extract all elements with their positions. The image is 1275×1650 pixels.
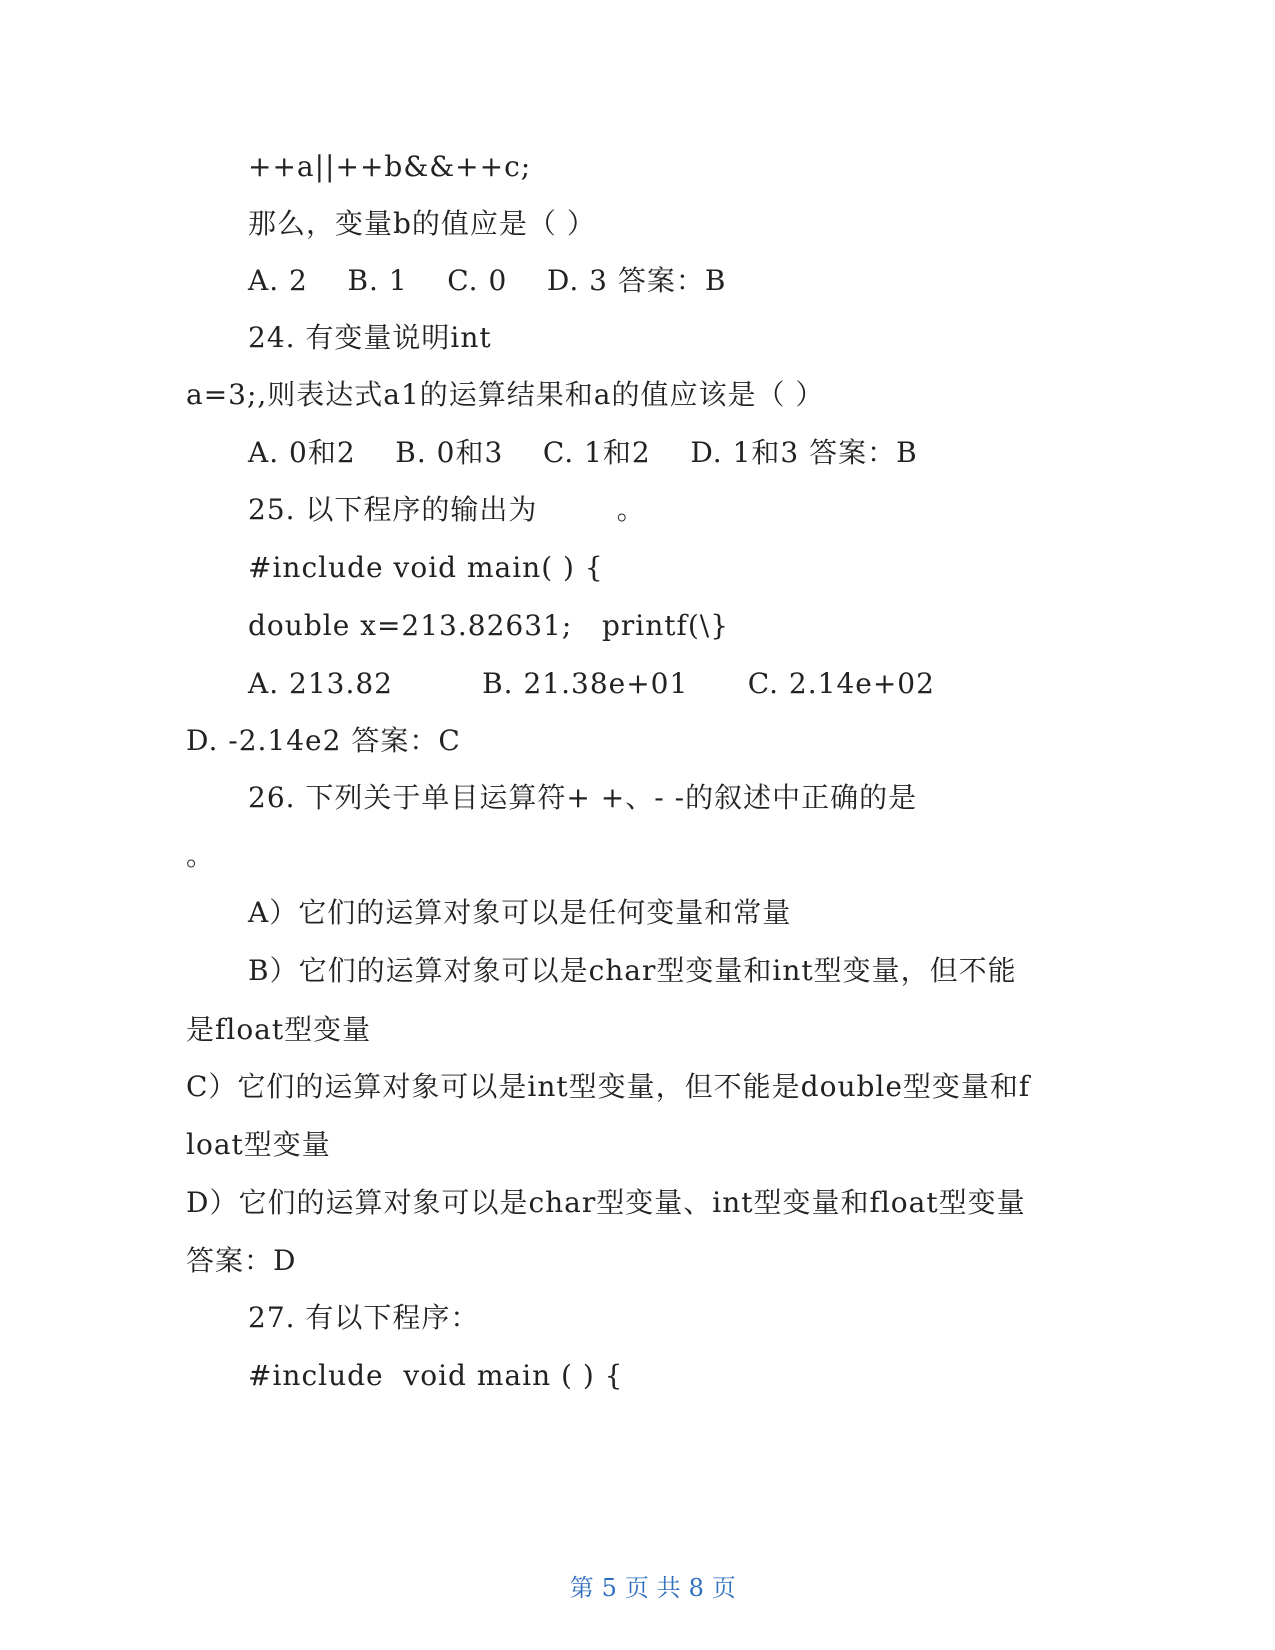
question-27: 27. 有以下程序： — [248, 1301, 480, 1334]
footer-suffix: 页 — [711, 1574, 736, 1602]
option-a: A）它们的运算对象可以是任何变量和常量 — [248, 896, 792, 929]
footer-middle: 页 共 — [624, 1574, 681, 1602]
answer-options: D. -2.14e2 答案：C — [186, 724, 461, 757]
option-b: B）它们的运算对象可以是char型变量和int型变量，但不能 — [248, 954, 1017, 987]
text-line: a=3;,则表达式a1的运算结果和a的值应该是（ ） — [186, 378, 825, 411]
answer-options: A. 2 B. 1 C. 0 D. 3 答案：B — [248, 264, 727, 297]
answer-options: A. 213.82 B. 21.38e+01 C. 2.14e+02 — [248, 667, 935, 700]
option-c: C）它们的运算对象可以是int型变量，但不能是double型变量和f — [186, 1070, 1031, 1103]
page-footer — [0, 1540, 1275, 1636]
text-line: 那么，变量b的值应是（ ） — [248, 207, 596, 240]
text-line: 。 — [186, 839, 216, 872]
code-line: double x=213.82631; printf(\} — [248, 609, 730, 642]
text-line: loat型变量 — [186, 1128, 331, 1161]
total-pages: 8 — [688, 1574, 704, 1602]
question-26: 26. 下列关于单目运算符+ +、- -的叙述中正确的是 — [248, 781, 918, 814]
question-24: 24. 有变量说明int — [248, 321, 492, 354]
option-d: D）它们的运算对象可以是char型变量、int型变量和float型变量 — [186, 1186, 1026, 1219]
text-line: 是float型变量 — [186, 1013, 372, 1046]
text-line: ++a||++b&&++c; — [248, 150, 532, 183]
question-25: 25. 以下程序的输出为 。 — [248, 493, 646, 526]
code-line: #include void main ( ) { — [248, 1359, 624, 1392]
footer-prefix: 第 — [569, 1574, 594, 1602]
answer-line: 答案：D — [186, 1244, 297, 1277]
answer-options: A. 0和2 B. 0和3 C. 1和2 D. 1和3 答案：B — [248, 436, 918, 469]
code-line: #include void main( ) { — [248, 551, 604, 584]
page-number: 5 — [601, 1574, 617, 1602]
